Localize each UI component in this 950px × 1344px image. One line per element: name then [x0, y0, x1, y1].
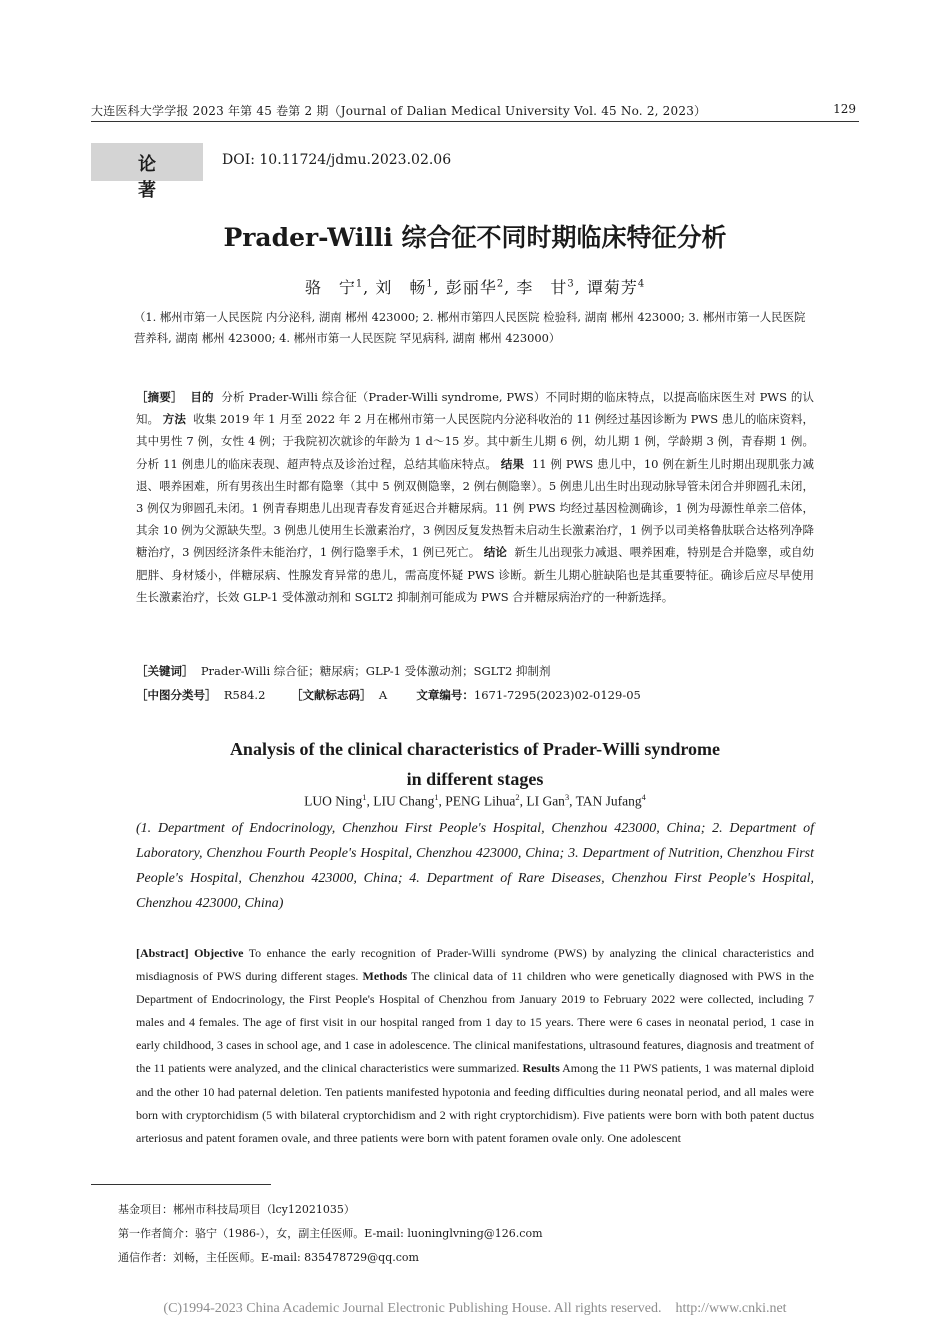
authors-chinese: 骆 宁$^1$, 刘 畅$^1$, 彭丽华$^2$, 李 甘$^3$, 谭菊芳$^4$: [304, 278, 646, 297]
page-number: 129: [833, 102, 856, 116]
affiliations-english: (1. Department of Endocrinology, Chenzhou First People's Hospital, Chenzhou 423000, China; 2. Department of Laboratory, Chenzhou Fourth People's Hospital, Chenzhou 423000, China; 3. Department of Nutrition, Chenzhou First People's Hospital, Chenzhou 423000, China; 4. Department of Rare Diseases, Chenzhou First People's Hospital, Chenzhou 423000, China): [136, 821, 814, 911]
author-name: 刘 畅: [375, 278, 427, 297]
objective-text-en: To enhance the early recognition of Prader-Willi syndrome (PWS) by analyzing the clinical characteristics and misdiagnosis of PWS during different stages.: [136, 946, 814, 984]
keywords-label: ［关键词］: [136, 664, 194, 678]
author-name: LUO Ning: [304, 793, 363, 809]
author-affil-mark: 3: [567, 278, 575, 290]
author-name: TAN Jufang: [575, 793, 642, 809]
copyright-watermark: (C)1994-2023 China Academic Journal Electronic Publishing House. All rights reserved. http://www.cnki.net: [163, 1301, 787, 1316]
author-affil-mark: 2: [515, 793, 520, 802]
article-type-label: 论 著: [138, 154, 226, 201]
methods-text: 收集 2019 年 1 月至 2022 年 2 月在郴州市第一人民医院内分泌科收治的 11 例经过基因诊断为 PWS 患儿的临床资料，其中男性 7 例，女性 4 例；于我院初次就诊的年龄为 1 d～15 岁。其中新生儿期 6 例，幼儿期 1 例，学龄期 3 例，青春期 1 例。分析 11 例患儿的临床表现、超声特点及诊治过程，总结其临床特点。: [136, 412, 815, 471]
author-affil-mark: 1: [362, 793, 367, 802]
clc-label: ［中图分类号］: [136, 688, 217, 702]
journal-citation: 大连医科大学学报 2023 年第 45 卷第 2 期（Journal of Dalian Medical University Vol. 45 No. 2, 2023）: [91, 104, 707, 118]
author-name: LI Gan: [526, 793, 565, 809]
author-name: PENG Lihua: [445, 793, 516, 809]
author-name: 彭丽华: [445, 278, 497, 297]
author-affil-mark: 2: [496, 278, 505, 290]
article-no-label: 文章编号：: [416, 688, 474, 702]
doi: DOI: 10.11724/jdmu.2023.02.06: [222, 152, 452, 168]
title-english-line2: in different stages: [406, 769, 544, 789]
results-label: 结果: [500, 456, 525, 471]
author-affil-mark: 1: [426, 278, 434, 290]
objective-label: 目的: [190, 390, 214, 404]
title-english: [0, 734, 950, 794]
objective-text: 分析 Prader-Willi 综合征（Prader-Willi syndrome, PWS）不同时期的临床特点，以提高临床医生对 PWS 的认知。: [136, 390, 815, 427]
author-name: 谭菊芳: [586, 278, 638, 297]
results-text: 11 例 PWS 患儿中，10 例在新生儿时期出现肌张力减退、喂养困难，所有男孩出生时都有隐睾（其中 5 例双侧隐睾，2 例右侧隐睾）。5 例患儿出生时出现动脉导管未闭合并卵圆孔未闭，3 例仅为卵圆孔未闭。1 例青春期患儿出现青春发育延迟合并糖尿病。11 例 PWS 均经过基因检测确诊，1 例为母源性单亲二倍体，其余 10 例为父源缺失型。3 例患儿使用生长激素治疗，3 例因反复发热暂未启动生长激素治疗，1 例予以司美格鲁肽联合达格列净降糖治疗，3 例因经济条件未能治疗，1 例行隐睾手术，1 例已死亡。: [136, 456, 814, 560]
doc-code-value: A: [378, 688, 388, 702]
methods-label: 方法: [162, 412, 186, 427]
author-affil-mark: 3: [564, 793, 570, 802]
footnote-fund: 基金项目：郴州市科技局项目（lcy12021035）: [118, 1203, 355, 1216]
objective-label-en: Objective: [194, 946, 244, 960]
abstract-label-en: [Abstract]: [136, 946, 189, 960]
author-name: 李 甘: [516, 278, 568, 297]
footnote-divider: [91, 1184, 271, 1185]
footnote-corresponding-author: 通信作者：刘畅，主任医师。E-mail: 835478729@qq.com: [118, 1251, 419, 1264]
abstract-label: ［摘要］: [136, 390, 183, 404]
article-no-value: 1671-7295(2023)02-0129-05: [473, 688, 641, 702]
abstract-english: [136, 942, 814, 1172]
authors-english: LUO Ning$^1$, LIU Chang$^1$, PENG Lihua$^2$, LI Gan$^3$, TAN Jufang$^4$: [304, 793, 646, 809]
author-affil-mark: 1: [355, 278, 364, 290]
author-affil-mark: 4: [637, 278, 646, 290]
author-affil-mark: 1: [434, 793, 439, 802]
classification-line: [136, 687, 814, 703]
running-header: [91, 100, 859, 122]
results-text-en: Among the 11 PWS patients, 1 was maternal diploid and the other 10 had paternal deletion. Ten patients manifested hypotonia and feeding difficulties during neonatal period, and all males were born with cryptorchidism (5 with bilateral cryptorchidism and 2 with right cryptorchidism). Five patients were born with both patent ductus arteriosus and patent foramen ovale, and three patients were born with patent foramen ovale only. One adolescent: [136, 1061, 814, 1145]
doc-code-label: ［文献标志码］: [291, 688, 372, 702]
author-affil-mark: 4: [641, 793, 646, 802]
keywords-text: Prader-Willi 综合征；糖尿病；GLP-1 受体激动剂；SGLT2 抑制剂: [200, 664, 551, 678]
clc-value: R584.2: [223, 688, 266, 702]
results-label-en: Results: [522, 1061, 560, 1076]
author-name: LIU Chang: [373, 793, 435, 809]
affiliations-chinese: （1. 郴州市第一人民医院 内分泌科, 湖南 郴州 423000; 2. 郴州市第四人民医院 检验科, 湖南 郴州 423000; 3. 郴州市第一人民医院 营养科, 湖南 郴州 423000; 4. 郴州市第一人民医院 罕见病科, 湖南 郴州 423000）: [134, 310, 806, 345]
author-name: 骆 宁: [304, 278, 356, 297]
article-type-badge: [91, 143, 226, 201]
conclusion-text: 新生儿出现张力减退、喂养困难，特别是合并隐睾，或自幼肥胖、身材矮小，伴糖尿病、性腺发育异常的患儿，需高度怀疑 PWS 诊断。新生儿期心脏缺陷也是其重要特征。确诊后应尽早使用生长激素治疗，长效 GLP-1 受体激动剂和 SGLT2 抑制剂可能成为 PWS 合并糖尿病治疗的一种新选择。: [136, 545, 815, 604]
methods-label-en: Methods: [362, 969, 408, 984]
keywords-chinese: [136, 663, 814, 679]
abstract-chinese: [136, 386, 814, 608]
title-english-line1: Analysis of the clinical characteristics of Prader-Willi syndrome: [229, 739, 721, 759]
methods-text-en: The clinical data of 11 children who were genetically diagnosed with PWS in the Department of Endocrinology, the First People's Hospital of Chenzhou from January 2019 to February 2022 were collected, including 7 males and 4 females. The age of first visit in our hospital ranged from 1 day to 15 years. There were 6 cases in neonatal period, 1 case in early childhood, 3 cases in school age, and 1 case in adolescence. The clinical manifestations, ultrasound features, diagnosis and treatment of the 11 patients were analyzed, and the clinical characteristics were summarized.: [136, 969, 814, 1076]
conclusion-label: 结论: [483, 545, 507, 560]
title-chinese: Prader-Willi 综合征不同时期临床特征分析: [223, 223, 727, 252]
footnote-first-author: 第一作者简介：骆宁（1986-），女，副主任医师。E-mail: luoninglvning@126.com: [118, 1227, 543, 1240]
